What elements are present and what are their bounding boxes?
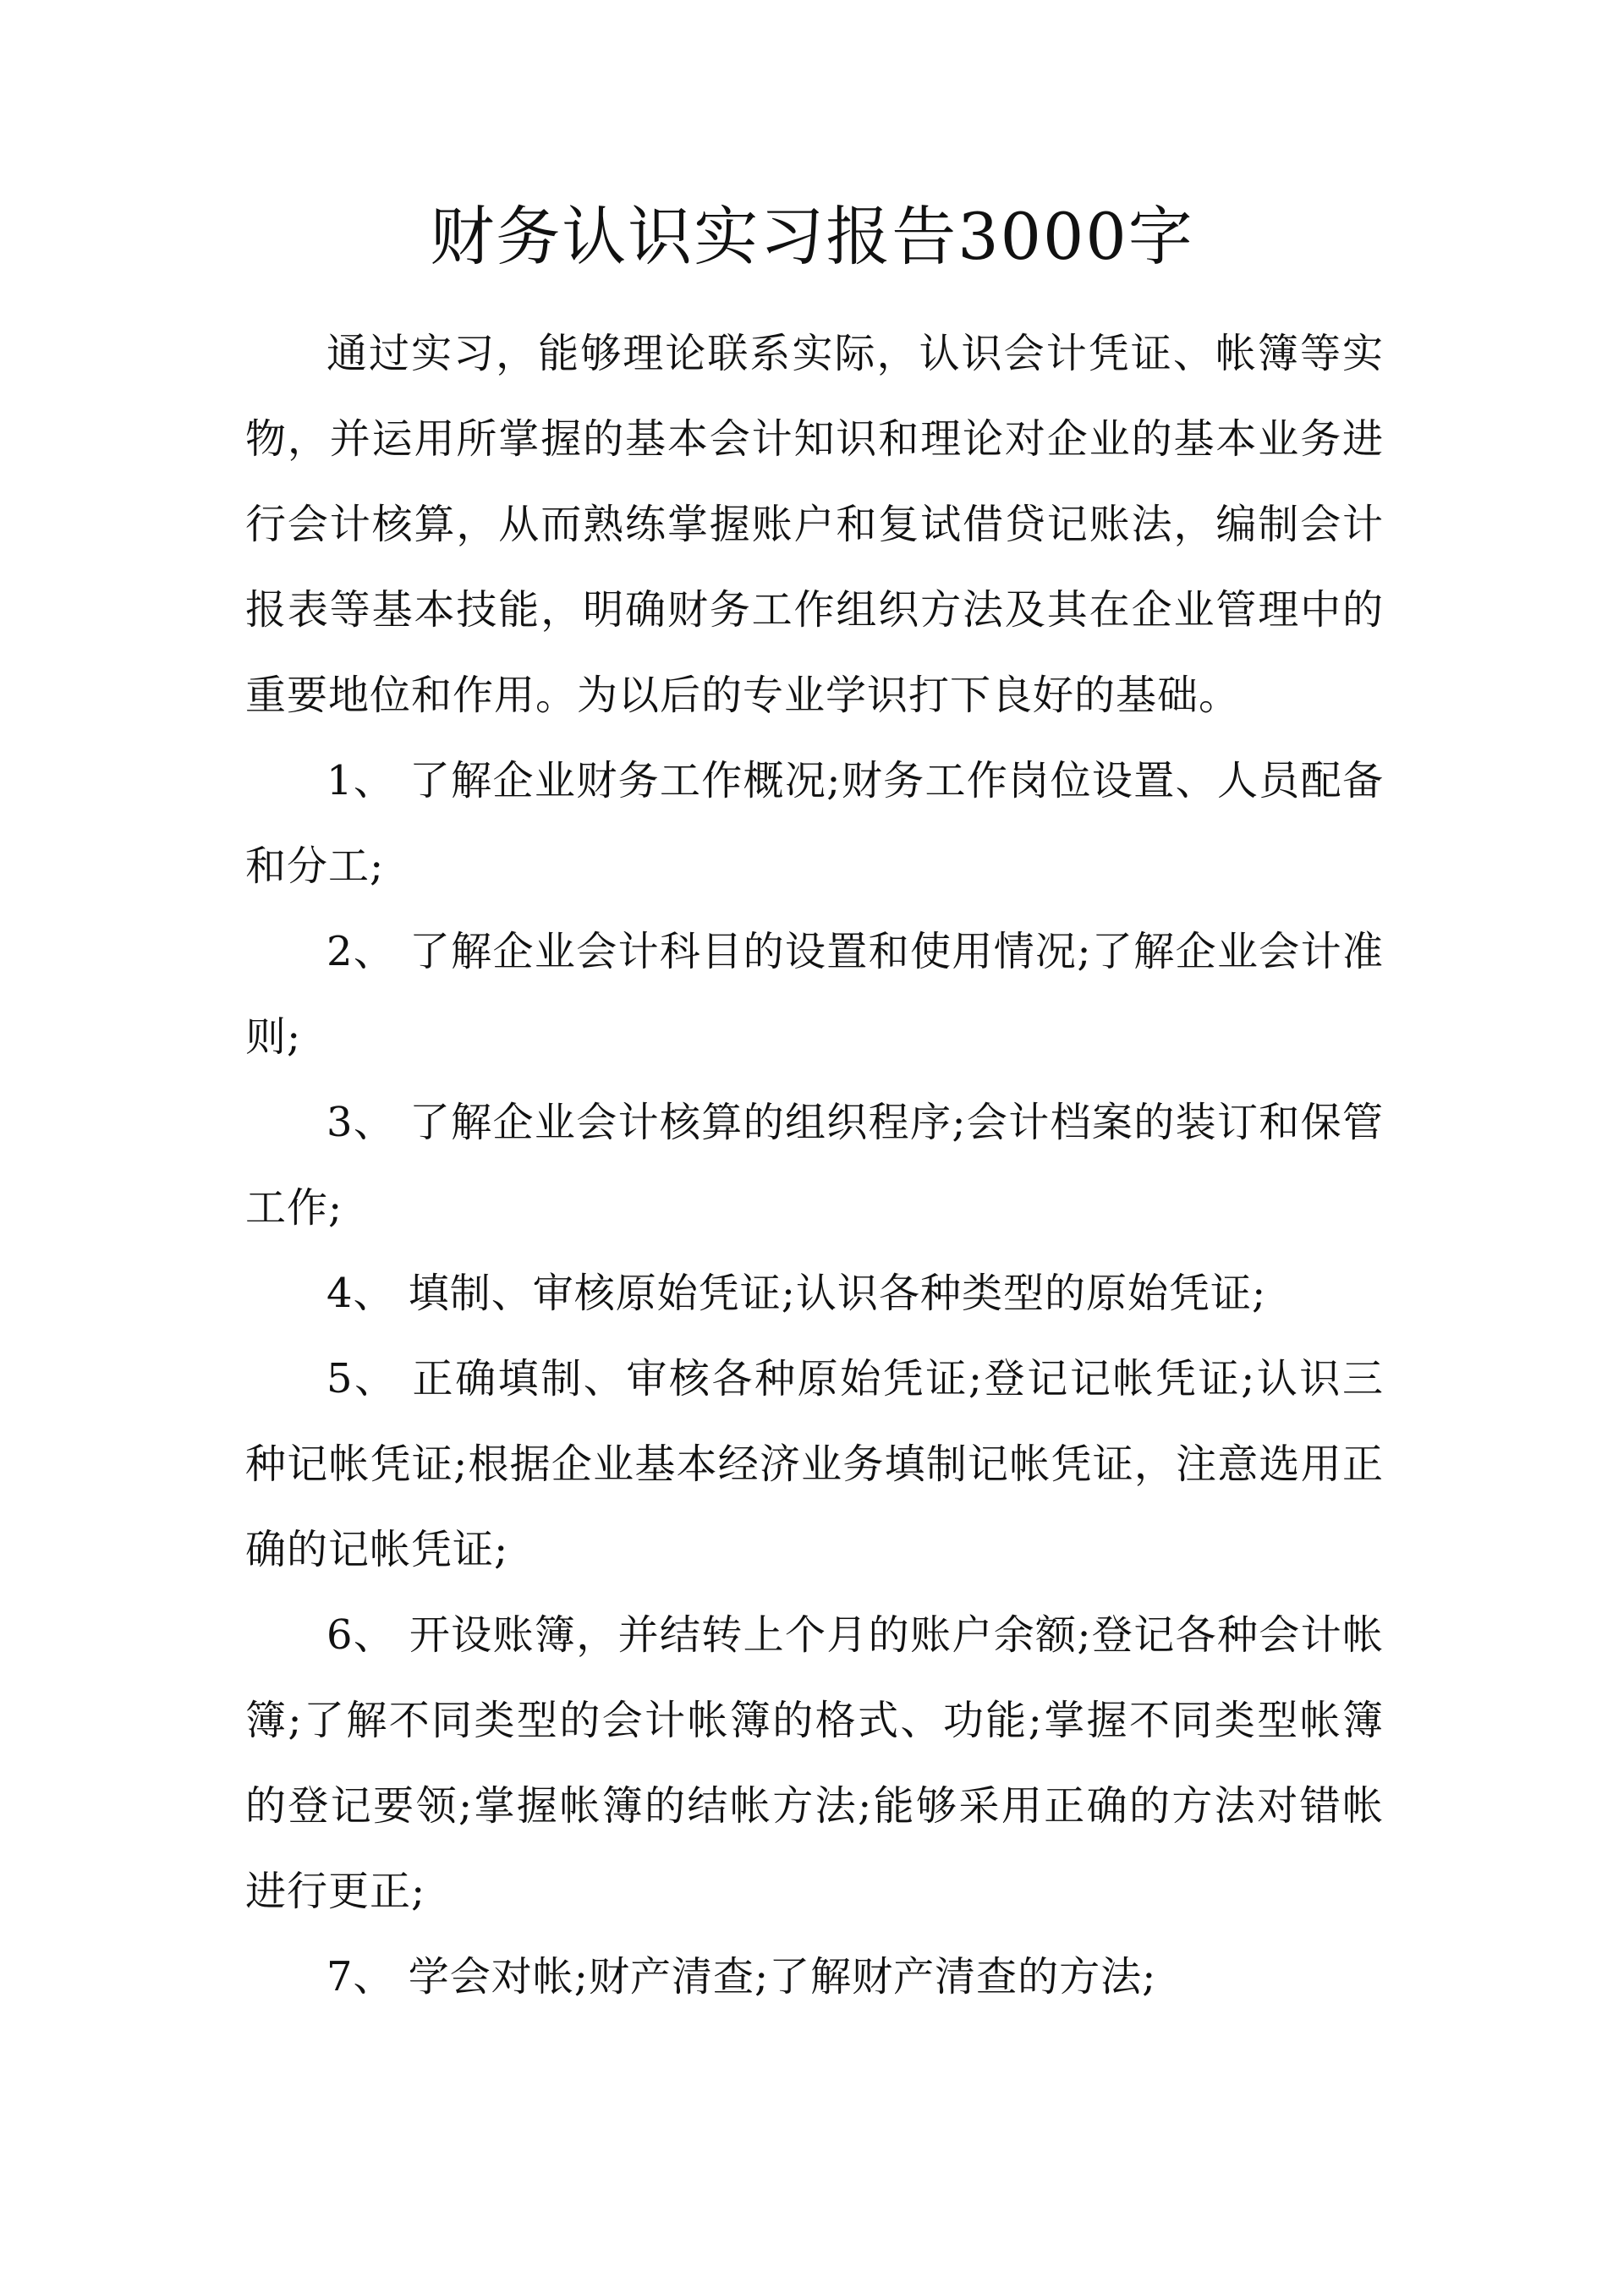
list-item-3: 3、 了解企业会计核算的组织程序;会计档案的装订和保管工作; <box>245 1099 1384 1232</box>
list-item-6: 6、 开设账簿，并结转上个月的账户余额;登记各种会计帐簿;了解不同类型的会计帐簿的格式、功能;掌握不同类型帐簿的登记要领;掌握帐簿的结帐方法;能够采用正确的方法对错帐进行更正; <box>245 1611 1384 1915</box>
list-item-4: 4、 填制、审核原始凭证;认识各种类型的原始凭证; <box>326 1270 1267 1317</box>
list-item-5: 5、 正确填制、审核各种原始凭证;登记记帐凭证;认识三种记帐凭证;根据企业基本经济业务填制记帐凭证，注意选用正确的记帐凭证; <box>245 1355 1384 1573</box>
intro-paragraph: 通过实习，能够理论联系实际，认识会计凭证、帐簿等实物，并运用所掌握的基本会计知识和理论对企业的基本业务进行会计核算，从而熟练掌握账户和复试借贷记账法，编制会计报表等基本技能，明确财务工作组织方法及其在企业管理中的重要地位和作用。为以后的专业学识打下良好的基础。 <box>245 330 1384 719</box>
list-item-1: 1、 了解企业财务工作概况;财务工作岗位设置、人员配备和分工; <box>245 757 1384 890</box>
document-title: 财务认识实习报告3000字 <box>430 199 1194 274</box>
list-item-7: 7、 学会对帐;财产清查;了解财产清查的方法; <box>326 1953 1157 2000</box>
document-body <box>245 311 1384 2020</box>
list-item-2: 2、 了解企业会计科目的设置和使用情况;了解企业会计准则; <box>245 928 1384 1061</box>
